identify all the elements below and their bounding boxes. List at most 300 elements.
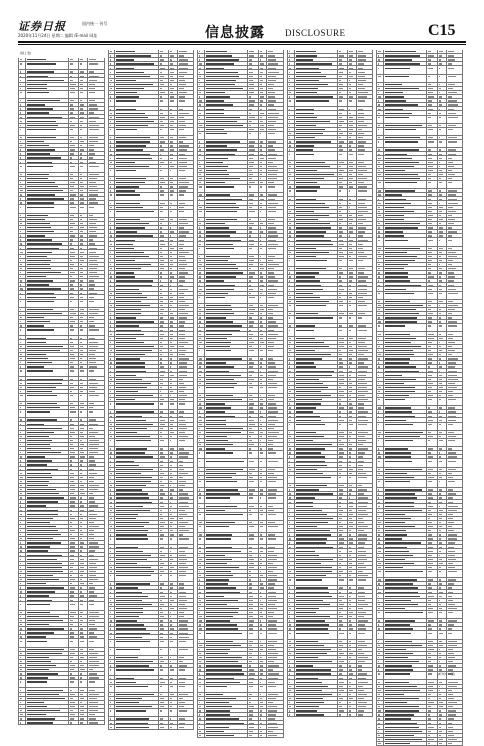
text-line xyxy=(80,342,82,343)
table-cell xyxy=(18,177,26,180)
text-line xyxy=(20,677,22,678)
table-cell xyxy=(69,316,79,319)
table-cell xyxy=(88,156,104,159)
table-cell xyxy=(115,529,158,532)
text-line xyxy=(80,215,82,216)
table-cell xyxy=(159,525,169,528)
text-line xyxy=(170,506,172,507)
table-cell xyxy=(69,283,79,286)
table-cell xyxy=(178,345,194,348)
table-cell xyxy=(79,234,88,237)
text-line xyxy=(20,448,21,449)
table-cell xyxy=(88,451,104,454)
table-cell xyxy=(115,627,158,630)
table-cell xyxy=(79,156,88,159)
table-cell xyxy=(26,267,69,270)
table-cell xyxy=(26,406,69,409)
text-line xyxy=(27,469,59,470)
text-line xyxy=(179,432,185,433)
text-line xyxy=(110,682,112,683)
table-cell xyxy=(26,418,69,421)
table-cell xyxy=(178,725,194,728)
table-cell xyxy=(169,156,178,159)
text-line xyxy=(160,235,164,236)
table-cell xyxy=(159,75,169,78)
text-line xyxy=(160,100,164,101)
table-cell xyxy=(159,603,169,606)
text-line xyxy=(179,559,188,560)
text-line xyxy=(20,256,21,257)
table-cell xyxy=(88,91,104,98)
text-line xyxy=(179,182,189,183)
text-line xyxy=(80,567,83,568)
text-line xyxy=(20,464,21,465)
text-line xyxy=(160,170,163,171)
text-line xyxy=(89,350,96,351)
text-line xyxy=(80,153,81,154)
table-cell xyxy=(26,480,69,483)
table-cell xyxy=(159,345,169,348)
table-cell xyxy=(79,267,88,270)
text-line xyxy=(110,534,111,535)
table-cell xyxy=(178,251,194,254)
table-cell xyxy=(88,533,104,536)
text-line xyxy=(170,346,174,347)
table-cell xyxy=(69,492,79,495)
table-cell xyxy=(115,537,158,544)
text-line xyxy=(179,383,184,384)
text-line xyxy=(80,112,83,113)
table-cell xyxy=(169,75,178,78)
table-cell xyxy=(169,373,178,376)
text-line xyxy=(27,301,54,302)
text-line xyxy=(170,526,172,527)
text-line xyxy=(20,579,22,580)
text-line xyxy=(179,313,188,314)
text-line xyxy=(89,563,96,564)
table-cell xyxy=(169,332,178,335)
text-line xyxy=(20,379,22,380)
table-cell xyxy=(79,173,88,176)
table-cell xyxy=(159,287,169,290)
text-line xyxy=(20,636,22,637)
table-cell xyxy=(88,119,104,122)
table-cell xyxy=(108,676,116,679)
table-cell xyxy=(178,152,194,155)
text-line xyxy=(89,653,98,654)
text-line xyxy=(70,190,73,191)
text-line xyxy=(27,198,65,199)
table-cell xyxy=(79,566,88,569)
table-cell xyxy=(115,255,158,258)
text-line xyxy=(160,510,163,511)
table-cell xyxy=(178,627,194,630)
table-cell xyxy=(108,701,116,704)
table-cell xyxy=(205,50,248,53)
text-line xyxy=(70,583,72,584)
text-line xyxy=(179,514,187,515)
table-cell xyxy=(18,574,26,577)
table-cell xyxy=(79,386,88,389)
text-line xyxy=(110,686,112,687)
text-line xyxy=(170,723,173,724)
table-cell xyxy=(88,512,104,515)
text-line xyxy=(80,702,82,703)
table-cell xyxy=(108,185,116,188)
table-cell xyxy=(159,218,169,221)
table-cell xyxy=(159,492,169,495)
text-line xyxy=(179,510,186,511)
table-cell xyxy=(79,582,88,585)
table-cell xyxy=(79,701,88,704)
text-line xyxy=(27,550,48,551)
text-line xyxy=(170,587,173,588)
text-line xyxy=(20,317,22,318)
table-cell xyxy=(18,488,26,491)
table-cell xyxy=(108,488,116,491)
text-line xyxy=(89,460,95,461)
table-cell xyxy=(26,623,69,626)
text-line xyxy=(249,63,252,64)
table-cell xyxy=(69,349,79,352)
text-line xyxy=(80,239,82,240)
text-line xyxy=(80,174,81,175)
text-line xyxy=(179,72,188,73)
table-cell xyxy=(115,279,158,282)
text-line xyxy=(116,530,148,531)
text-line xyxy=(160,55,163,56)
text-line xyxy=(179,485,186,486)
text-line xyxy=(116,325,139,326)
text-line xyxy=(249,55,254,56)
table-cell xyxy=(18,480,26,483)
table-cell xyxy=(178,414,194,417)
table-cell xyxy=(26,328,69,335)
table-cell xyxy=(26,557,69,560)
text-line xyxy=(160,84,165,85)
table-cell xyxy=(26,570,69,573)
table-cell xyxy=(26,410,69,417)
table-cell xyxy=(115,373,158,376)
table-cell xyxy=(18,124,26,127)
text-line xyxy=(20,239,21,240)
text-line xyxy=(170,727,172,728)
table-cell xyxy=(108,513,116,516)
table-cell xyxy=(26,173,69,176)
text-line xyxy=(110,411,112,412)
text-line xyxy=(70,80,72,81)
text-line xyxy=(70,411,76,412)
table-cell xyxy=(169,324,178,327)
table-cell xyxy=(178,275,194,278)
text-line xyxy=(80,362,81,363)
table-cell xyxy=(88,381,104,384)
table-cell xyxy=(18,664,26,667)
text-line xyxy=(70,129,73,130)
text-line xyxy=(160,411,164,412)
table-cell xyxy=(108,427,116,430)
text-line xyxy=(80,694,83,695)
table-cell xyxy=(88,713,104,716)
table-cell xyxy=(69,361,79,364)
table-cell xyxy=(108,75,116,78)
text-line xyxy=(27,71,55,72)
text-line xyxy=(116,194,140,195)
text-line xyxy=(160,207,163,208)
table-cell xyxy=(178,472,194,475)
table-cell xyxy=(115,247,158,250)
table-cell xyxy=(79,521,88,524)
table-cell xyxy=(88,541,104,544)
text-line xyxy=(89,522,94,523)
table-cell xyxy=(69,230,79,233)
table-cell xyxy=(69,218,79,221)
table-cell xyxy=(79,578,88,581)
text-line xyxy=(199,63,201,64)
table-cell xyxy=(79,525,88,528)
table-cell xyxy=(69,124,79,127)
table-cell xyxy=(108,267,116,270)
table-cell xyxy=(108,349,116,352)
text-line xyxy=(80,288,83,289)
table-cell xyxy=(178,161,194,164)
text-line xyxy=(110,428,112,429)
text-line xyxy=(80,604,82,605)
table-cell xyxy=(178,603,194,606)
table-cell xyxy=(26,574,69,577)
table-cell xyxy=(26,496,69,499)
text-line xyxy=(27,510,58,511)
text-line xyxy=(170,305,172,306)
table-cell xyxy=(69,553,79,556)
text-line xyxy=(27,522,50,523)
text-line xyxy=(160,301,163,302)
text-line xyxy=(110,633,112,634)
text-line xyxy=(27,117,62,118)
text-line xyxy=(170,321,173,322)
text-line xyxy=(160,309,164,310)
text-line xyxy=(27,514,58,515)
table-cell xyxy=(178,721,194,724)
table-cell xyxy=(26,193,69,196)
text-line xyxy=(70,690,72,691)
table-cell xyxy=(69,201,79,204)
table-cell xyxy=(178,717,194,720)
text-line xyxy=(110,649,111,650)
table-cell xyxy=(159,513,169,516)
table-cell xyxy=(69,279,79,282)
table-cell xyxy=(18,402,26,405)
text-line xyxy=(170,182,173,183)
text-line xyxy=(170,448,173,449)
table-cell xyxy=(26,611,69,614)
table-cell xyxy=(26,705,69,708)
table-cell xyxy=(69,255,79,258)
text-line xyxy=(160,338,163,339)
table-cell xyxy=(18,230,26,233)
text-line xyxy=(20,501,21,502)
text-line xyxy=(160,268,164,269)
table-cell xyxy=(108,480,116,483)
table-cell xyxy=(26,238,69,241)
text-line xyxy=(80,641,83,642)
table-cell xyxy=(108,680,116,683)
text-line xyxy=(70,460,72,461)
text-line xyxy=(170,256,172,257)
text-line xyxy=(179,473,188,474)
table-cell xyxy=(108,529,116,532)
text-line xyxy=(89,108,98,109)
text-line xyxy=(27,555,62,556)
text-line xyxy=(27,293,54,294)
table-cell xyxy=(115,152,158,155)
text-line xyxy=(20,370,22,371)
table-cell xyxy=(178,423,194,426)
table-cell xyxy=(169,144,178,147)
table-cell xyxy=(69,443,79,446)
table-cell xyxy=(159,648,169,655)
table-cell xyxy=(108,201,116,204)
table-cell xyxy=(159,378,169,381)
text-line xyxy=(80,522,81,523)
table-cell xyxy=(26,455,69,458)
text-line xyxy=(20,522,21,523)
table-cell xyxy=(169,402,178,409)
text-line xyxy=(70,694,75,695)
table-cell xyxy=(115,504,158,507)
text-line xyxy=(170,88,174,89)
table-cell xyxy=(178,296,194,299)
text-line xyxy=(70,481,74,482)
text-line xyxy=(179,563,186,564)
text-line xyxy=(116,121,154,122)
table-cell xyxy=(69,467,79,470)
text-line xyxy=(110,207,112,208)
text-line xyxy=(160,489,163,490)
text-line xyxy=(89,661,99,662)
table-cell xyxy=(108,623,116,626)
text-line xyxy=(170,387,172,388)
text-line xyxy=(80,207,83,208)
table-cell xyxy=(18,451,26,454)
table-cell xyxy=(115,423,158,426)
table-cell xyxy=(69,517,79,520)
text-line xyxy=(160,547,165,548)
text-line xyxy=(179,252,189,253)
table-cell xyxy=(108,107,116,110)
text-line xyxy=(20,665,22,666)
table-cell xyxy=(169,566,178,569)
text-line xyxy=(179,465,184,466)
text-line xyxy=(116,465,138,466)
table-cell xyxy=(69,177,79,180)
text-line xyxy=(116,428,147,429)
text-line xyxy=(160,669,163,670)
table-cell xyxy=(108,247,116,250)
text-line xyxy=(170,571,172,572)
text-line xyxy=(116,129,137,130)
table-cell xyxy=(169,427,178,430)
table-cell xyxy=(88,705,104,708)
text-line xyxy=(160,240,165,241)
text-line xyxy=(110,456,111,457)
text-line xyxy=(70,546,75,547)
text-line xyxy=(110,379,112,380)
table-cell xyxy=(26,230,69,233)
text-line xyxy=(179,608,188,609)
text-line xyxy=(20,649,21,650)
table-cell xyxy=(178,570,194,573)
text-line xyxy=(160,682,165,683)
text-line xyxy=(70,702,75,703)
table-cell xyxy=(108,615,116,618)
table-cell xyxy=(26,639,69,646)
table-cell xyxy=(26,517,69,520)
text-line xyxy=(206,72,238,73)
table-cell xyxy=(79,570,88,573)
table-cell xyxy=(108,353,116,356)
table-cell xyxy=(18,377,26,380)
text-line xyxy=(27,530,58,531)
table-cell xyxy=(169,279,178,282)
table-cell xyxy=(18,390,26,393)
table-cell xyxy=(108,697,116,700)
table-cell xyxy=(79,189,88,192)
text-line xyxy=(110,190,111,191)
table-cell xyxy=(18,594,26,597)
table-cell xyxy=(69,639,79,646)
table-cell xyxy=(259,50,268,53)
text-line xyxy=(116,321,154,322)
table-cell xyxy=(108,594,116,597)
table-cell xyxy=(69,439,79,442)
table-cell xyxy=(115,324,158,327)
text-line xyxy=(20,600,21,601)
text-line xyxy=(160,587,162,588)
table-cell xyxy=(169,328,178,331)
table-cell xyxy=(159,660,169,663)
text-line xyxy=(170,72,174,73)
table-cell xyxy=(169,353,178,356)
text-line xyxy=(170,317,174,318)
text-line xyxy=(70,153,74,154)
table-cell xyxy=(159,185,169,188)
table-cell xyxy=(159,529,169,532)
table-cell xyxy=(108,574,116,581)
table-cell xyxy=(18,189,26,192)
table-cell xyxy=(88,721,104,724)
table-cell xyxy=(159,619,169,622)
table-cell xyxy=(115,721,158,724)
table-cell xyxy=(159,488,169,491)
table-cell xyxy=(159,152,169,155)
text-line xyxy=(89,722,98,723)
table-cell xyxy=(169,226,178,229)
table-cell xyxy=(26,537,69,540)
text-line xyxy=(80,379,82,380)
table-row xyxy=(18,300,105,308)
table-cell xyxy=(267,66,283,69)
text-line xyxy=(70,76,72,77)
table-cell xyxy=(169,308,178,311)
text-line xyxy=(110,154,112,155)
text-line xyxy=(70,473,74,474)
text-line xyxy=(179,125,186,126)
text-line xyxy=(70,677,75,678)
table-cell xyxy=(159,680,169,683)
text-line xyxy=(20,301,21,302)
text-line xyxy=(80,681,81,682)
